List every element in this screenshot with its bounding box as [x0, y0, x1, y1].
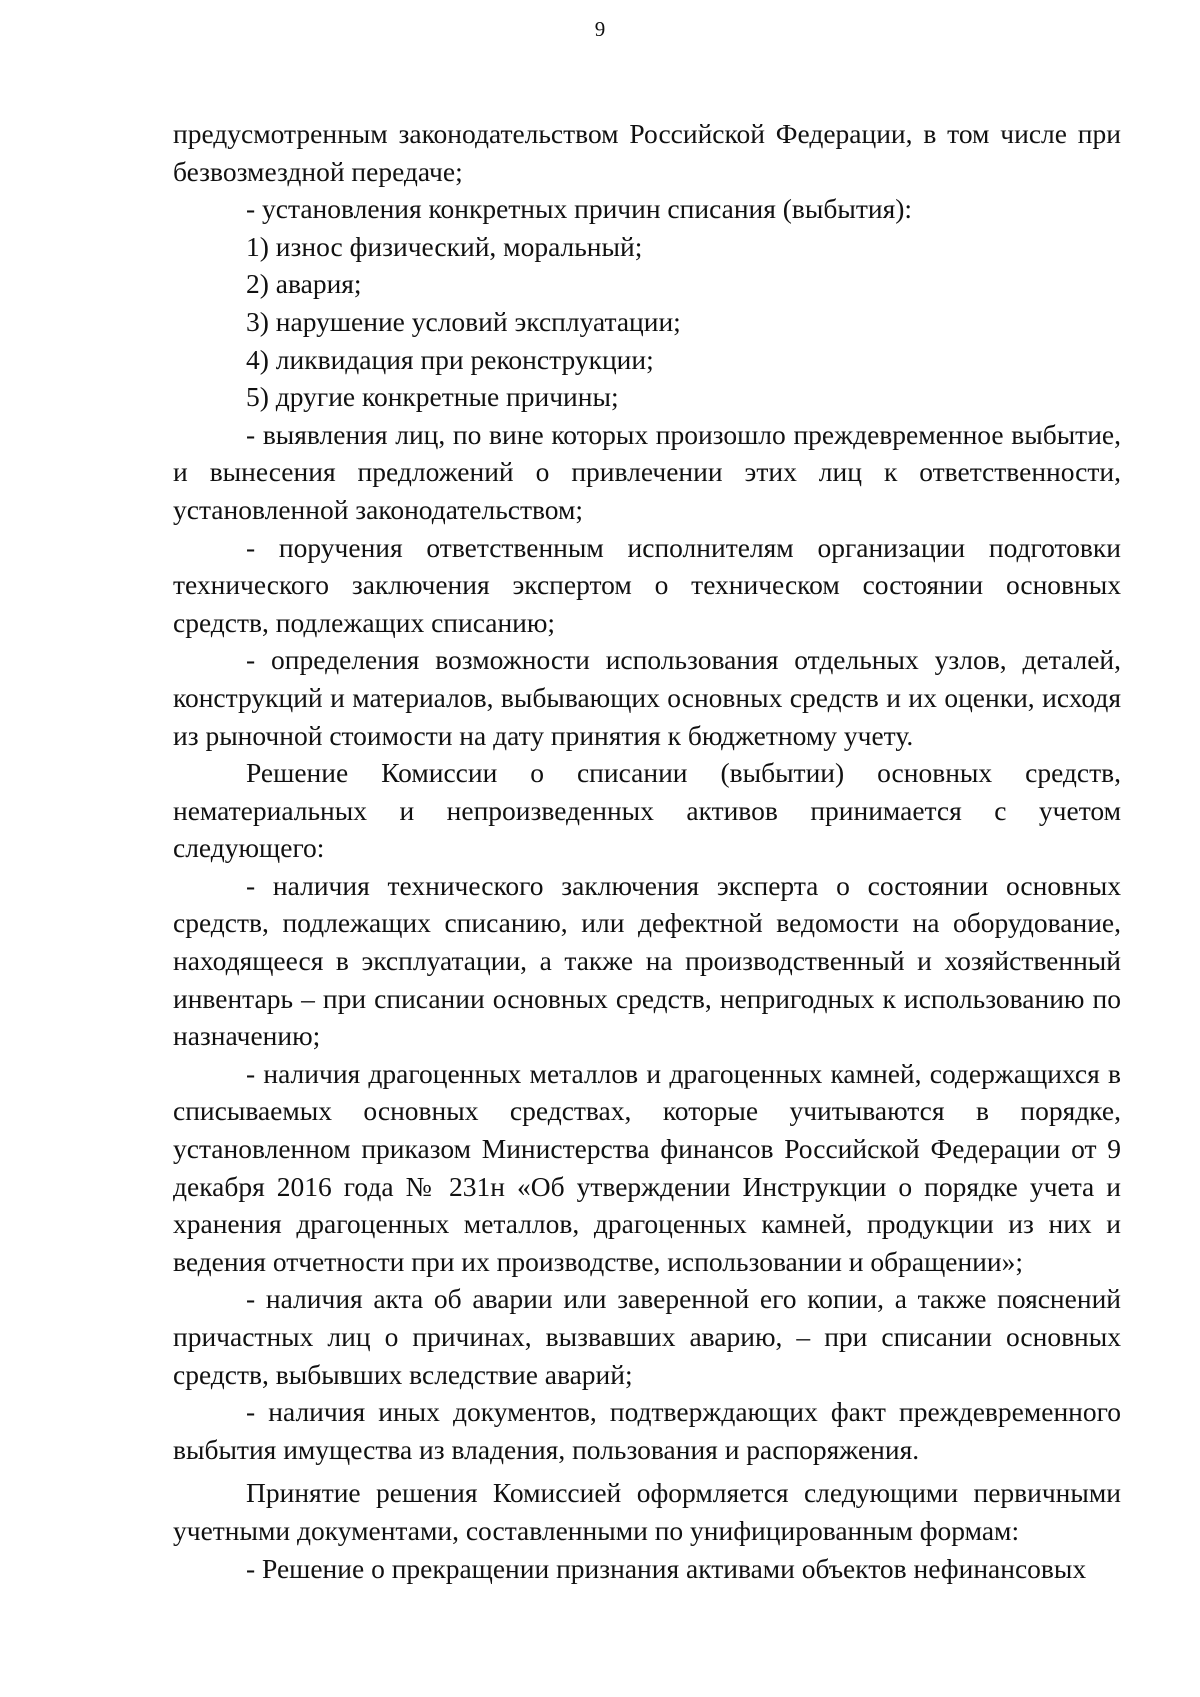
paragraph-expert-assignment: - поручения ответственным исполнителям организации подготовки технического заключения экспертом о техническом состоянии основных средств, подлежащих списанию;: [173, 531, 1121, 638]
list-item-reason-5: 5) другие конкретные причины;: [246, 381, 619, 413]
paragraph-identify-persons: - выявления лиц, по вине которых произошло преждевременное выбытие, и вынесения предложений о привлечении этих лиц к ответственности, установленной законодательством;: [173, 418, 1121, 525]
paragraph-precious-metals: - наличия драгоценных металлов и драгоценных камней, содержащихся в списываемых основных средствах, которые учитываются в порядке, установленном приказом Министерства финансов Российской Федерации от 9 декабря 2016 года № 231н «Об утверждении Инструкции о порядке учета и хранения драгоценных металлов, драгоценных камней, продукции из них и ведения отчетности при их производстве, использовании и обращении»;: [173, 1057, 1121, 1277]
list-item-reason-1: 1) износ физический, моральный;: [246, 230, 643, 262]
paragraph-write-off-reasons: - установления конкретных причин списания (выбытия):: [246, 193, 913, 225]
paragraph-reuse-parts: - определения возможности использования отдельных узлов, деталей, конструкций и материалов, выбывающих основных средств и их оценки, исходя из рыночной стоимости на дату принятия к бюджетному учету.: [173, 644, 1121, 751]
paragraph-continuation: предусмотренным законодательством Российской Федерации, в том числе при безвозмездной передаче;: [173, 118, 1121, 187]
list-item-reason-4: 4) ликвидация при реконструкции;: [246, 343, 654, 375]
page-number: 9: [594, 17, 606, 41]
paragraph-other-documents: - наличия иных документов, подтверждающих факт преждевременного выбытия имущества из владения, пользования и распоряжения.: [173, 1396, 1121, 1465]
paragraph-expert-conclusion: - наличия технического заключения эксперта о состоянии основных средств, подлежащих списанию, или дефектной ведомости на оборудование, находящееся в эксплуатации, а также на производственный и хозяйственный инвентарь – при списании основных средств, непригодных к использованию по назначению;: [173, 869, 1121, 1052]
paragraph-commission-decision: Решение Комиссии о списании (выбытии) основных средств, нематериальных и непроизведенных активов принимается с учетом следующего:: [173, 757, 1121, 864]
list-item-reason-3: 3) нарушение условий эксплуатации;: [246, 305, 681, 337]
body-text: [173, 115, 1121, 1587]
paragraph-accident-act: - наличия акта об аварии или заверенной его копии, а также пояснений причастных лиц о причинах, вызвавших аварию, – при списании основных средств, выбывших вследствие аварий;: [173, 1283, 1121, 1390]
paragraph-primary-documents: Принятие решения Комиссией оформляется следующими первичными учетными документами, составленными по унифицированным формам:: [173, 1477, 1121, 1546]
paragraph-decision-form: - Решение о прекращении признания активами объектов нефинансовых: [246, 1552, 1087, 1584]
list-item-reason-2: 2) авария;: [246, 268, 362, 300]
